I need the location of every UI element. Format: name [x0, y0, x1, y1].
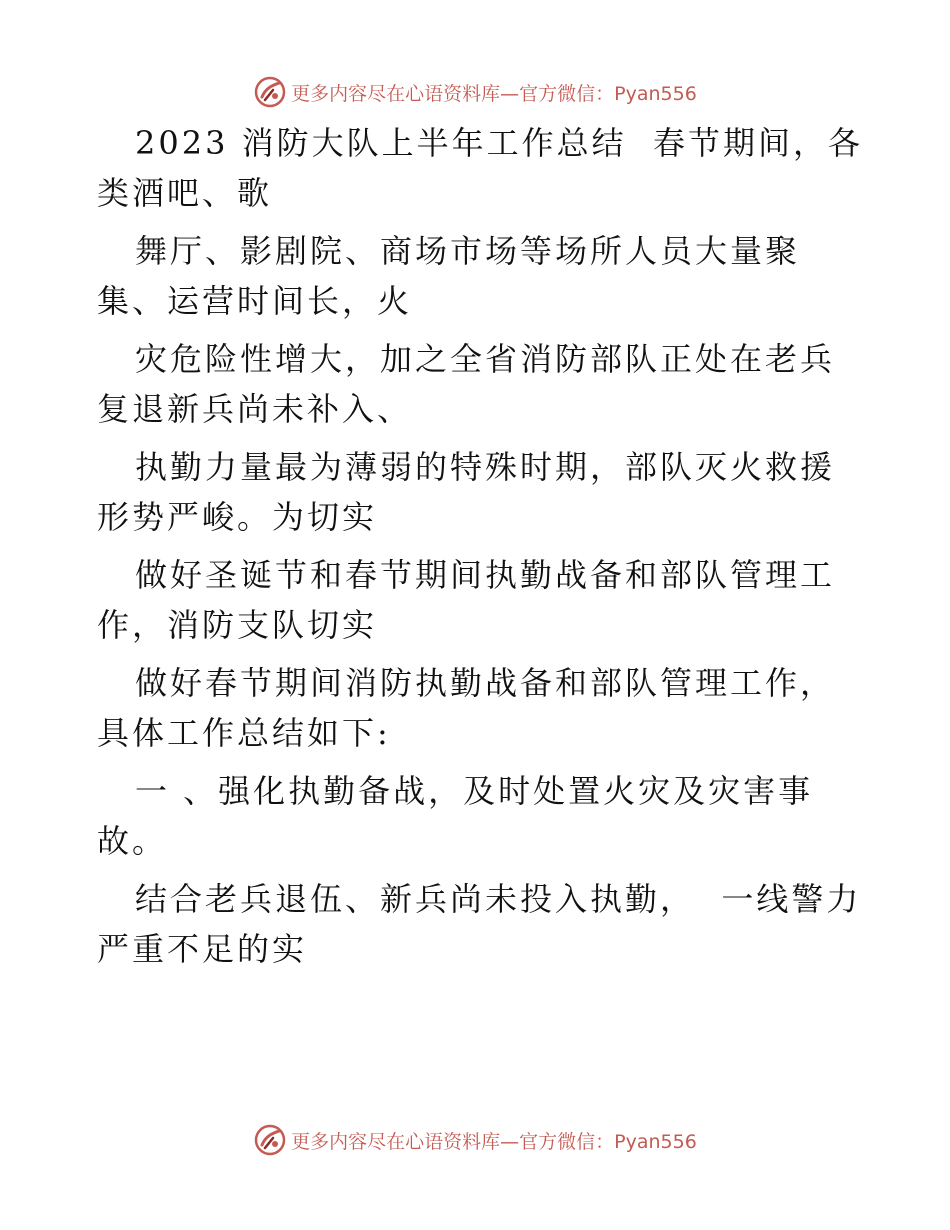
document-body [97, 118, 867, 982]
footer-watermark [0, 1120, 950, 1160]
paragraph-6: 做好春节期间消防执勤战备和部队管理工作，具体工作总结如下: [97, 664, 836, 752]
paragraph-3: 灾危险性增大，加之全省消防部队正处在老兵复退新兵尚未补入、 [97, 340, 836, 428]
header-watermark [0, 72, 950, 112]
watermark-text: 更多内容尽在心语资料库—官方微信：Pyan556 [291, 82, 697, 105]
seal-logo-icon [253, 1123, 287, 1157]
seal-logo-icon [253, 75, 287, 109]
paragraph-5: 做好圣诞节和春节期间执勤战备和部队管理工作，消防支队切实 [97, 556, 836, 644]
paragraph-8: 结合老兵退伍、新兵尚未投入执勤， 一线警力严重不足的实 [97, 880, 862, 968]
paragraph-7: 一 、强化执勤备战，及时处置火灾及灾害事故。 [97, 772, 814, 860]
paragraph-1: 2023 消防大队上半年工作总结 春节期间，各类酒吧、歌 [97, 124, 863, 212]
watermark-text: 更多内容尽在心语资料库—官方微信：Pyan556 [291, 1130, 697, 1153]
paragraph-2: 舞厅、影剧院、商场市场等场所人员大量聚集、运营时间长，火 [97, 232, 801, 320]
paragraph-4: 执勤力量最为薄弱的特殊时期，部队灭火救援形势严峻。为切实 [97, 448, 836, 536]
